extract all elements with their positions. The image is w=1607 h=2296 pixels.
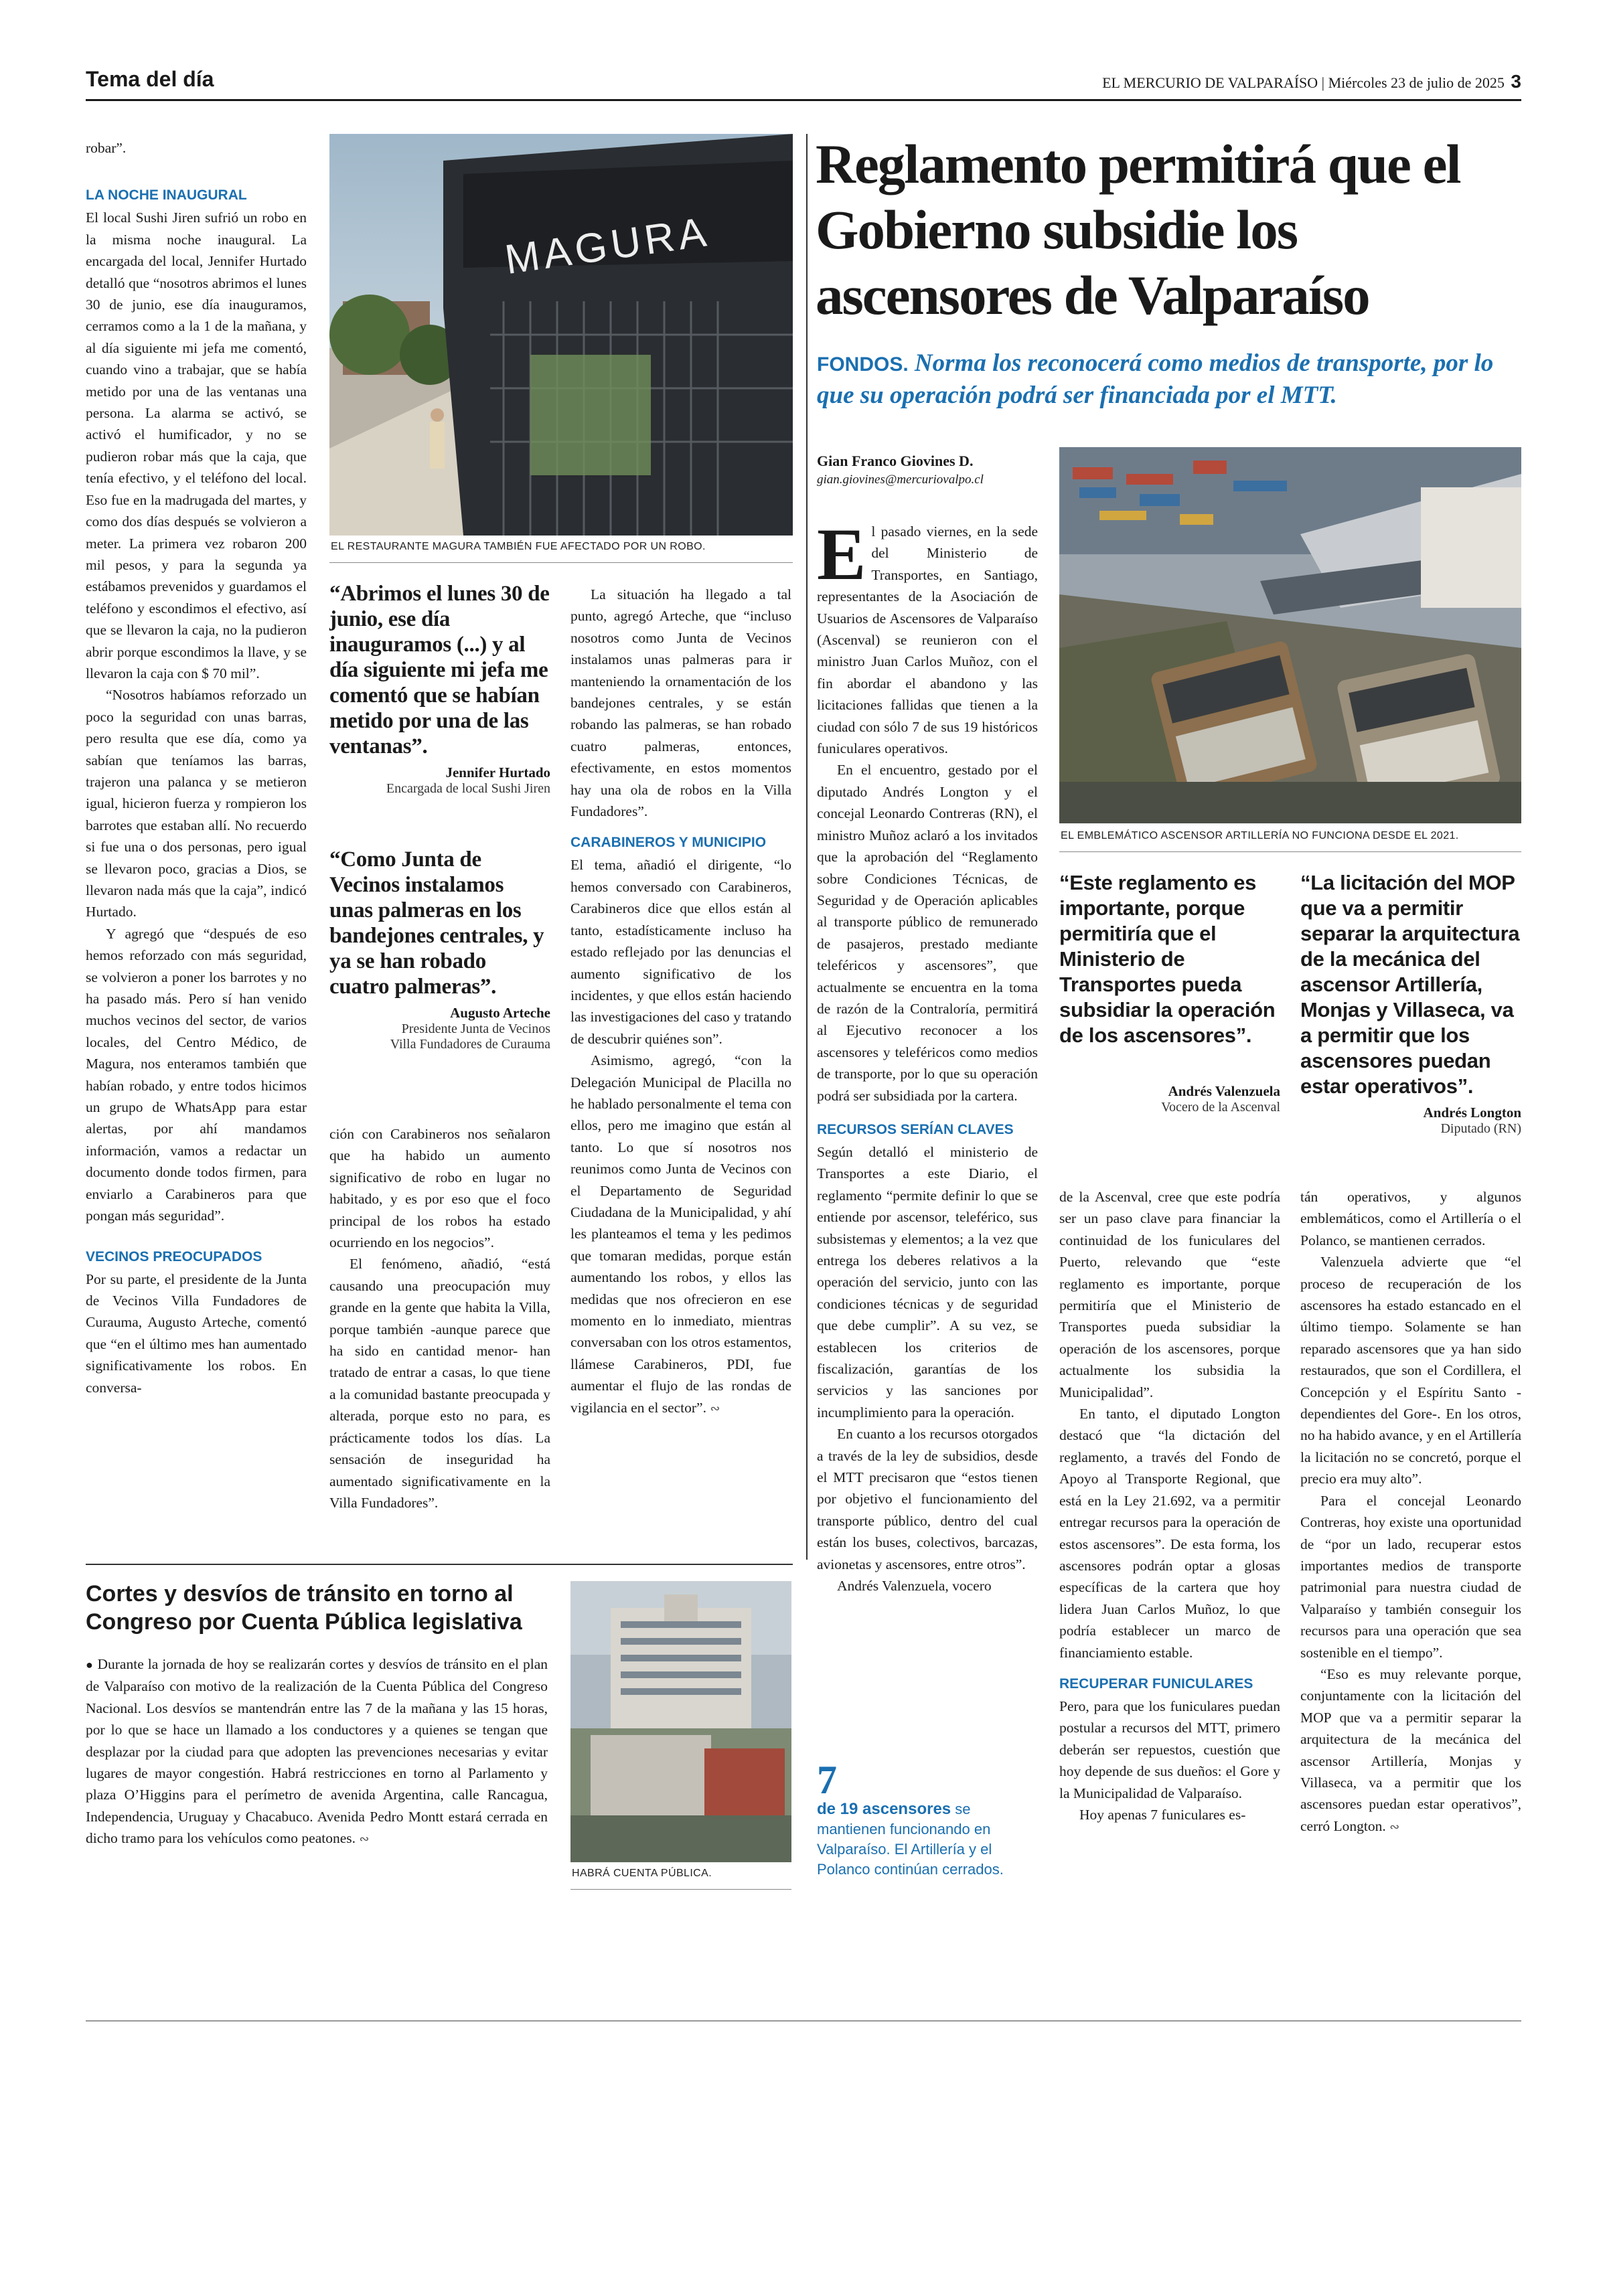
paragraph: ción con Carabineros nos señalaron que ha habido un aumento significativo de robo en lugar no habitado, y es por eso que el foco principal de los robos ha estado ocurriendo en los negocios”. (329, 1126, 550, 1251)
brief-text: Durante la jornada de hoy se realizarán cortes y desvíos de tránsito en el plan de Valparaíso con motivo de la realización de la Cuenta Pública del Congreso Nacional. Los desvíos se mantendrán entre las 7 de la mañana y las 15 horas, por lo que se hace un llamado a los conductores y a quienes se tengan que desplazar por la ciudad para que adopten las prevenciones necesarias y evitar lugares de mayor congestión. Habrá restricciones en torno al Parlamento y plaza O’Higgins para el perímetro de avenida Argentina, calle Rancagua, Independencia, Uruguay y Chacabuco. Avenida Pedro Montt estará cerrada en dicho tramo para los vehículos como peatones. (86, 1656, 548, 1847)
stat-text (817, 1799, 1038, 1880)
pullquote-role: Presidente Junta de Vecinos (401, 1021, 550, 1036)
magura-photo (329, 134, 793, 536)
paragraph (86, 1653, 548, 1850)
subhead-vecinos-preocupados: VECINOS PREOCUPADOS (86, 1248, 262, 1264)
end-of-article-icon: ∾ (710, 1401, 720, 1415)
paragraph-text: Asimismo, agregó, “con la Delegación Municipal de Placilla no he hablado personalmente el tema con ellos, pero me imagino que están al tanto. Lo que sí nosotros nos reunimos como Junta de Vecinos con el Departamento de Seguridad Ciudadana de la Municipalidad, y ahí les planteamos el tema y les pedimos que tomaran medidas, porque están aumentando los robos, y ellos las medidas que nos ofrecieron en ese momento en lo inmediato, mientras conversaban con los otros estamentos, llámese Carabineros, PDI, fue aumentar el flujo de las rondas de vigilancia en el sector”. (570, 1052, 791, 1416)
paragraph: Pero, para que los funiculares puedan postular a recursos del MTT, primero deberán ser repuestos, cuestión que hoy depende de sus dueños: el Gore y la Municipalidad de Valparaíso. (1059, 1698, 1280, 1801)
paragraph: “Nosotros habíamos reforzado un poco la seguridad con unas barras, pero resulta que ese día, como ya sabían que teníamos las barras, trajeron una palanca y se metieron igual, hicieron fuerza y rompieron los barrotes que estaban allí. No recuerdo si fue una o dos personas, pero igual se llevaron poco, gracias a Dios, se llevaron nada más que la caja”, indicó Hurtado. (86, 687, 307, 920)
ascensor-photo-art (1059, 447, 1521, 823)
deck-text: Norma los reconocerá como medios de transporte, por lo que su operación podrá ser financiada por el MTT. (817, 349, 1494, 409)
paragraph: Según detalló el ministerio de Transportes a este Diario, el reglamento “permite definir lo que se entiende por ascensor, teleférico, sus subsistemas y elementos; a la vez que entrega los deberes relativos a la operación del servicio, junto con las condiciones técnicas y de seguridad que debe cumplir”. A su vez, se establecen los criterios de fiscalización, garantías de los servicios y las sanciones por incumplimiento para la operación. (817, 1143, 1038, 1420)
main-deck (817, 348, 1520, 411)
paragraph-text: l pasado viernes, en la sede del Ministerio de Transportes, en Santiago, representantes de la Asociación de Usuarios de Ascensores de Valparaíso (Ascenval) se reunieron con el ministro Juan Carlos Muñoz, con el fin abordar el abandono y las licitaciones fallidas que tienen a la ciudad con sólo 7 de sus 19 históricos funiculares operativos. (817, 523, 1038, 757)
main-article-col3 (1300, 1186, 1521, 1837)
paragraph: En cuanto a los recursos otorgados a través de la ley de subsidios, desde el MTT precisaron que “estos tienen por objetivo el funcionamiento del transporte público, dentro del cual están los buses, colectivos, barcazas, avionetas y ascensores, entre otros”. (817, 1426, 1038, 1572)
author-name: Gian Franco Giovines D. (817, 453, 974, 469)
pullquote-name: Andrés Longton (1423, 1104, 1521, 1121)
pullquote-name: Jennifer Hurtado (445, 764, 550, 781)
congreso-caption-rule (570, 1889, 791, 1890)
paragraph: robar”. (86, 140, 127, 156)
paragraph (1300, 1663, 1521, 1837)
magura-photo-art (329, 134, 793, 536)
congreso-photo-art (570, 1581, 791, 1862)
header-rule (86, 99, 1521, 101)
congreso-photo (570, 1581, 791, 1862)
paragraph: El local Sushi Jiren sufrió un robo en la misma noche inaugural. La encargada del local, Jennifer Hurtado detalló que “nosotros abrimos el lunes 30 de junio, ese día inauguramos, cerramos como a la 1 de la mañana, y al día siguiente mi jefa me comentó, cuando vino a trabajar, que se había metido por una de las ventanas una persona. La alarma se activó, se activó el humificador, y no se pudieron robar más que la caja, que tenía efectivo, y el teléfono del local. Eso fue en la madrugada del martes, y como dos días después se volvieron a meter. La primera vez robaron 200 mil pesos, y para la segunda ya estábamos prevenidos y guardamos el teléfono y escondimos el efectivo, así que se llevaron la caja, no la pudieron abrir porque escondimos la llave, y se llevaron la caja con $ 70 mil”. (86, 210, 307, 681)
page-bottom-rule (86, 2020, 1521, 2022)
paragraph: de la Ascenval, cree que este podría ser un paso clave para financiar la continuidad de los funiculares del Puerto, relevando que “este reglamento es importante, porque permitiría que el Ministerio de Transportes pueda subsidiar la operación de los ascensores, porque actualmente los subsidia la Municipalidad”. (1059, 1189, 1280, 1400)
brief-body (86, 1653, 548, 1850)
left-article-col2 (329, 1123, 550, 1513)
main-article-col1 (817, 513, 1038, 1597)
kicker: FONDOS. (817, 353, 909, 376)
paragraph: El tema, añadió el dirigente, “lo hemos conversado con Carabineros, Carabineros dice que ellos están al tanto, estadísticamente incluso ha estado reflejado por las denuncias el aumento significativo de los incidentes, y que ellos están haciendo las investigaciones del caso y tratando de descubrir quiénes son”. (570, 857, 791, 1047)
paragraph: En tanto, el diputado Longton destacó que “la dictación del reglamento, a través del Fondo de Apoyo al Transporte Regional, que está en la Ley 21.692, va a permitir entregar recursos para la operación de estos ascensores”. De esta forma, los ascensores podrán optar a glosas específicas de la cartera que hoy lidera Juan Carlos Muñoz, lo que podría establecer un marco de financiamiento estable. (1059, 1406, 1280, 1661)
end-of-article-icon: ∾ (359, 1832, 370, 1846)
paragraph: Valenzuela advierte que “el proceso de recuperación de los ascensores ha estado estancado en el último tiempo. Solamente se han reparado ascensores que ya han sido restaurados, que son el Cordillera, el Concepción y el Espíritu Santo -dependientes del Gore-. En los otros, no ha habido avance, y en el Artillería la licitación no se concretó, porque el precio era muy alto”. (1300, 1254, 1521, 1487)
paragraph (570, 1050, 791, 1419)
pullquote-role: Diputado (RN) (1440, 1121, 1521, 1136)
paragraph: Y agregó que “después de eso hemos reforzado con más seguridad, se volvieron a poner los barrotes y no ha pasado más. Pero sí han venido muchos vecinos del sector, de varios locales, del Centro Médico, de Magura, nos enteramos también que habían robado, y entre todos hicimos un grupo de WhatsApp para estar alertas, por ahí mandamos información, vamos a redactar un documento donde todos firmen, para enviarlo a Carabineros para que pongan más seguridad”. (86, 925, 307, 1224)
pullquote-name: Andrés Valenzuela (1168, 1083, 1280, 1099)
brief-top-rule (86, 1564, 793, 1565)
paper-dateline (1102, 71, 1521, 92)
magura-sign: MAGURA (502, 208, 713, 284)
stat-bold: de 19 ascensores (817, 1800, 951, 1818)
byline (817, 453, 1038, 487)
pullquote-name: Augusto Arteche (450, 1005, 550, 1021)
paragraph-text: “Eso es muy relevante porque, conjuntamente con la licitación del MOP que va a permitir separar la arquitectura de la mecánica del ascensor Artillería, Monjas y Villaseca, va a permitir que los ascensores puedan estar operativos”, cerró Longton. (1300, 1665, 1521, 1834)
pullquote-text: “La licitación del MOP que va a permitir separar la arquitectura de la mecánica del ascensor Artillería, Monjas y Villaseca, va a permitir que los ascensores puedan estar operativos”. (1300, 871, 1520, 1098)
pullquote-role: Villa Fundadores de Curauma (390, 1037, 550, 1052)
left-article-col1 (86, 137, 307, 1398)
main-headline: Reglamento permitirá que el Gobierno subsidie los ascensores de Valparaíso (816, 133, 1460, 326)
dateline-text: EL MERCURIO DE VALPARAÍSO | Miércoles 23 de julio de 2025 (1102, 74, 1505, 91)
bullet-icon: ● (86, 1658, 94, 1671)
stat-rest: se mantienen funcionando en Valparaíso. El Artillería y el Polanco continúan cerrados. (817, 1801, 1004, 1878)
stat-number: 7 (817, 1758, 837, 1802)
section-title: Tema del día (86, 67, 214, 91)
pullquote-text: “Abrimos el lunes 30 de junio, ese día inauguramos (...) y al día siguiente mi jefa me comentó que se habían metido por una de las ventanas”. (329, 582, 550, 758)
dropcap: E (817, 513, 866, 595)
pullquote-text: “Este reglamento es importante, porque permitiría que el Ministerio de Transportes pueda subsidiar la operación de los ascensores”. (1059, 871, 1276, 1047)
paragraph: Andrés Valenzuela, vocero (837, 1578, 992, 1594)
stat-box (817, 1760, 1038, 1880)
main-article-col2 (1059, 1186, 1280, 1825)
page-number: 3 (1511, 71, 1521, 92)
end-of-article-icon: ∾ (1389, 1819, 1400, 1833)
paragraph (817, 513, 1038, 759)
subhead-recuperar: RECUPERAR FUNICULARES (1059, 1675, 1253, 1692)
pullquote-role: Vocero de la Ascenval (1161, 1100, 1280, 1115)
column-divider (806, 134, 808, 1560)
magura-caption-rule (329, 562, 793, 563)
magura-caption: EL RESTAURANTE MAGURA TAMBIÉN FUE AFECTADO POR UN ROBO. (331, 541, 706, 552)
paragraph: La situación ha llegado a tal punto, agregó Arteche, que “incluso nosotros como Junta de Vecinos instalamos unas palmeras para ir manteniendo la ornamentación de los bandejones centrales, y se están robando las palmeras, se han robado cuatro palmeras, entonces, efectivamente, en estos momentos hay una ola de robos en la Villa Fundadores”. (570, 586, 791, 820)
pullquote-longton (1300, 870, 1521, 1137)
ascensor-caption-rule (1059, 851, 1521, 852)
pullquote-role: Encargada de local Sushi Jiren (386, 781, 550, 796)
left-article-col3 (570, 584, 791, 1419)
subhead-noche-inaugural: LA NOCHE INAUGURAL (86, 187, 247, 203)
subhead-recursos: RECURSOS SERÍAN CLAVES (817, 1121, 1014, 1137)
paragraph: Para el concejal Leonardo Contreras, hoy existe una oportunidad de “por un lado, recuperar estos importantes medios de transporte patrimonial para nuestra ciudad de Valparaíso y también conseguir los recursos para una operación que sea sostenible en el tiempo”. (1300, 1492, 1521, 1661)
congreso-caption: HABRÁ CUENTA PÚBLICA. (572, 1868, 712, 1879)
paragraph: Hoy apenas 7 funiculares es- (1079, 1806, 1246, 1823)
pullquote-text: “Como Junta de Vecinos instalamos unas palmeras en los bandejones centrales, y ya se han robado cuatro palmeras”. (329, 847, 544, 999)
subhead-carabineros: CARABINEROS Y MUNICIPIO (570, 835, 767, 851)
paragraph: El fenómeno, añadió, “está causando una preocupación muy grande en la gente que habita la Villa, porque también -aunque parece que ha sido en cantidad menor- han tratado de entrar a casas, lo que tiene a la comunidad bastante preocupada y alterada, porque esto no para, es prácticamente todos los días. La sensación de inseguridad ha aumentado significativamente en la Villa Fundadores”. (329, 1256, 550, 1511)
brief-title: Cortes y desvíos de tránsito en torno al Congreso por Cuenta Pública legislativa (86, 1581, 522, 1635)
pullquote-hurtado (329, 581, 550, 797)
ascensor-caption: EL EMBLEMÁTICO ASCENSOR ARTILLERÍA NO FUNCIONA DESDE EL 2021. (1061, 830, 1459, 841)
paragraph: Por su parte, el presidente de la Junta de Vecinos Villa Fundadores de Curauma, Augusto Arteche, comentó que “en el último mes han aumentado significativamente los robos. En conversa- (86, 1270, 307, 1396)
paragraph: En el encuentro, gestado por el diputado Andrés Longton y el concejal Leonardo Contreras (RN), el ministro Muñoz aclaró a los invitados que la aprobación del “Reglamento sobre Condiciones Técnicas, de Seguridad y de Operación aplicables al transporte público de remunerado de pasajeros, prestado mediante teleféricos y ascensores”, que actualmente se encuentra en la toma de razón de la Contraloría, permitirá al Ejecutivo reconocer a los ascensores y teleféricos como medios de transporte, por lo que su operación podrá ser subsidiada por la cartera. (817, 762, 1038, 1104)
pullquote-valenzuela (1059, 870, 1280, 1115)
pullquote-arteche (329, 847, 550, 1052)
paragraph: tán operativos, y algunos emblemáticos, como el Artillería o el Polanco, se mantienen cerrados. (1300, 1189, 1521, 1248)
ascensor-artilleria-photo (1059, 447, 1521, 823)
author-email: gian.giovines@mercuriovalpo.cl (817, 473, 984, 487)
